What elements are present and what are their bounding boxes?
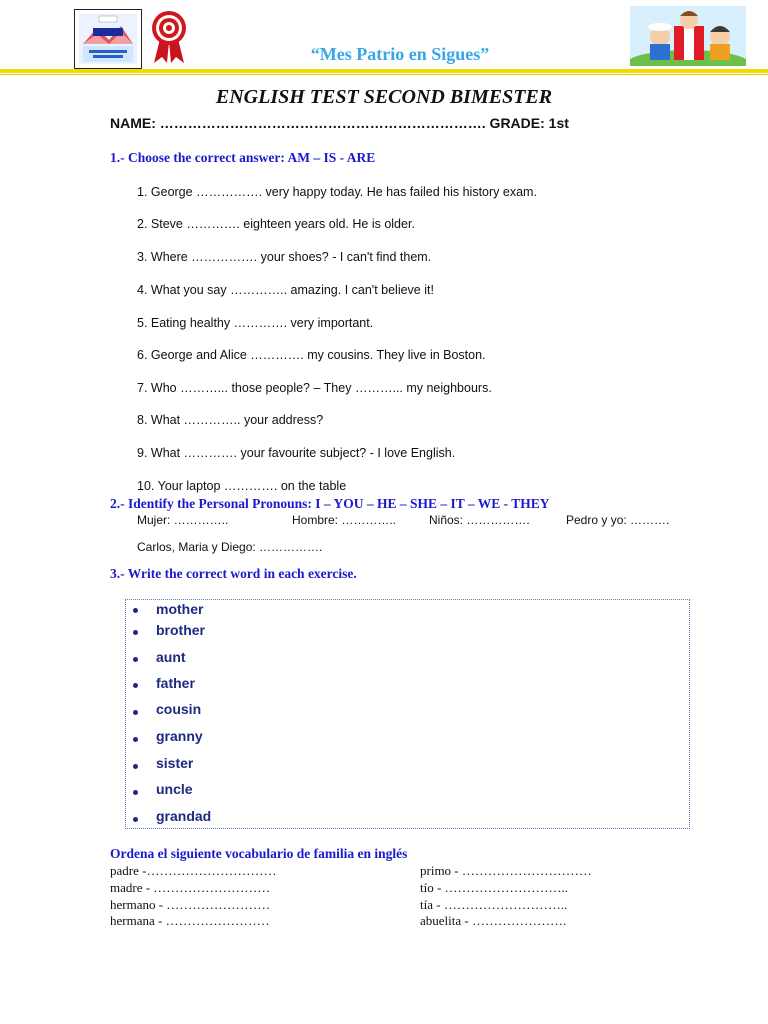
question-8: 8. What ………….. your address?	[137, 413, 324, 427]
word-item: brother	[156, 622, 205, 638]
bullet-icon	[133, 630, 138, 635]
word-item: father	[156, 675, 195, 691]
test-title: ENGLISH TEST SECOND BIMESTER	[215, 86, 553, 108]
school-logo-image	[79, 14, 137, 64]
word-item: grandad	[156, 808, 212, 824]
bullet-icon	[133, 683, 138, 688]
name-grade-line: NAME: ……………………………………………………………. GRADE: 1st	[110, 115, 569, 131]
word-item: sister	[156, 755, 194, 771]
word-item: cousin	[156, 701, 202, 717]
question-10: 10. Your laptop …………. on the table	[137, 479, 347, 493]
vocab-right-item: tío - ………………………..	[420, 880, 569, 895]
bullet-icon	[133, 710, 138, 715]
vocab-left-item: madre - ………………………	[110, 880, 271, 895]
section1-title: 1.- Choose the correct answer: AM – IS - ARE	[110, 150, 376, 165]
header-divider	[0, 69, 768, 73]
question-1: 1. George ……………. very happy today. He has failed his history exam.	[137, 185, 537, 199]
question-6: 6. George and Alice …………. my cousins. They live in Boston.	[137, 348, 486, 362]
vocab-left-item: padre -…………………………	[110, 863, 277, 878]
question-5: 5. Eating healthy …………. very important.	[137, 316, 374, 330]
word-bank-box	[125, 599, 690, 829]
pronoun-item: Carlos, Maria y Diego: …………….	[137, 540, 323, 554]
question-7: 7. Who ………... those people? – They ………... my neighbours.	[137, 381, 492, 395]
section4-title: Ordena el siguiente vocabulario de familia en inglés	[110, 846, 408, 861]
vocab-right-item: tía - ………………………..	[420, 897, 568, 912]
section3-title: 3.- Write the correct word in each exercise.	[110, 566, 357, 581]
word-item: mother	[156, 601, 204, 617]
bullet-icon	[133, 657, 138, 662]
bullet-icon	[133, 608, 138, 613]
question-9: 9. What …………. your favourite subject? - I love English.	[137, 446, 456, 460]
section2-title: 2.- Identify the Personal Pronouns: I – YOU – HE – SHE – IT – WE - THEY	[110, 496, 550, 511]
bullet-icon	[133, 764, 138, 769]
bullet-icon	[133, 737, 138, 742]
word-item: uncle	[156, 781, 193, 797]
children-flag-illustration	[630, 6, 746, 66]
rosette-icon	[148, 9, 190, 65]
question-4: 4. What you say ………….. amazing. I can't believe it!	[137, 283, 434, 297]
pronoun-item: Niños: …………….	[429, 513, 530, 527]
vocab-right-item: abuelita - ………………….	[420, 913, 567, 928]
word-item: aunt	[156, 649, 186, 665]
question-3: 3. Where ……………. your shoes? - I can't find them.	[137, 250, 432, 264]
vocab-left-item: hermana - ……………………	[110, 913, 270, 928]
bullet-icon	[133, 817, 138, 822]
pronoun-item: Hombre: …………..	[292, 513, 397, 527]
vocab-left-item: hermano - ……………………	[110, 897, 271, 912]
school-logo	[74, 9, 142, 69]
vocab-right-item: primo - …………………………	[420, 863, 592, 878]
word-item: granny	[156, 728, 203, 744]
header-divider-thin	[0, 74, 768, 75]
bullet-icon	[133, 790, 138, 795]
motto: “Mes Patrio en Sigues”	[310, 44, 490, 64]
pronoun-item: Pedro y yo: ……….	[566, 513, 670, 527]
question-2: 2. Steve …………. eighteen years old. He is older.	[137, 217, 415, 231]
pronoun-item: Mujer: …………..	[137, 513, 229, 527]
